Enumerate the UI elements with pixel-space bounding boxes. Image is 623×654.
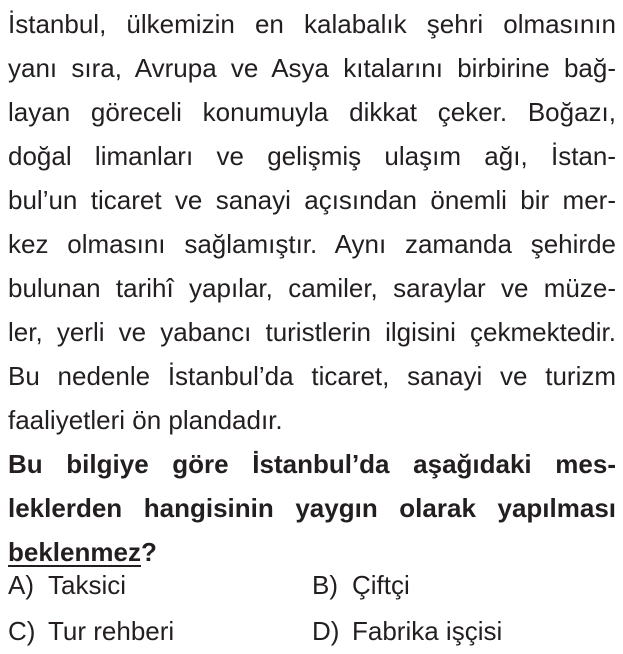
passage-line: faaliyetleri ön plandadır. <box>8 405 283 435</box>
passage <box>8 2 616 442</box>
passage-line: doğal limanları ve gelişmiş ulaşım ağı, İstan- <box>8 141 616 171</box>
passage-line: İstanbul, ülkemizin en kalabalık şehri olmasının <box>8 9 616 39</box>
option-letter: C) <box>8 616 36 646</box>
passage-line: bulunan tarihî yapılar, camiler, saraylar ve müze- <box>8 273 616 303</box>
option-row <box>8 608 616 654</box>
question-line: Bu bilgiye göre İstanbul’da aşağıdaki mes- <box>8 449 616 479</box>
question-underlined-word: beklenmez <box>8 537 141 567</box>
question-document <box>8 2 616 574</box>
option-letter: B) <box>312 570 338 600</box>
option-text: Tur rehberi <box>48 616 175 646</box>
question-stem <box>8 442 616 574</box>
option-text: Çiftçi <box>352 570 410 600</box>
option-letter: D) <box>312 616 340 646</box>
option-c[interactable] <box>8 608 312 654</box>
passage-line: yanı sıra, Avrupa ve Asya kıtalarını birbirine bağ- <box>8 53 616 83</box>
answer-options <box>8 562 616 654</box>
option-b[interactable] <box>312 562 616 608</box>
option-letter: A) <box>8 570 34 600</box>
option-row <box>8 562 616 608</box>
passage-line: ler, yerli ve yabancı turistlerin ilgisini çekmektedir. <box>8 317 616 347</box>
passage-line: layan göreceli konumuyla dikkat çeker. Boğazı, <box>8 97 616 127</box>
option-d[interactable] <box>312 608 616 654</box>
option-a[interactable] <box>8 562 312 608</box>
option-text: Taksici <box>48 570 127 600</box>
question-line: leklerden hangisinin yaygın olarak yapılması <box>8 493 616 523</box>
passage-line: Bu nedenle İstanbul’da ticaret, sanayi ve turizm <box>8 361 616 391</box>
passage-line: kez olmasını sağlamıştır. Aynı zamanda şehirde <box>8 229 616 259</box>
option-text: Fabrika işçisi <box>352 616 503 646</box>
question-mark: ? <box>140 537 157 567</box>
passage-line: bul’un ticaret ve sanayi açısından önemli bir mer- <box>8 185 616 215</box>
